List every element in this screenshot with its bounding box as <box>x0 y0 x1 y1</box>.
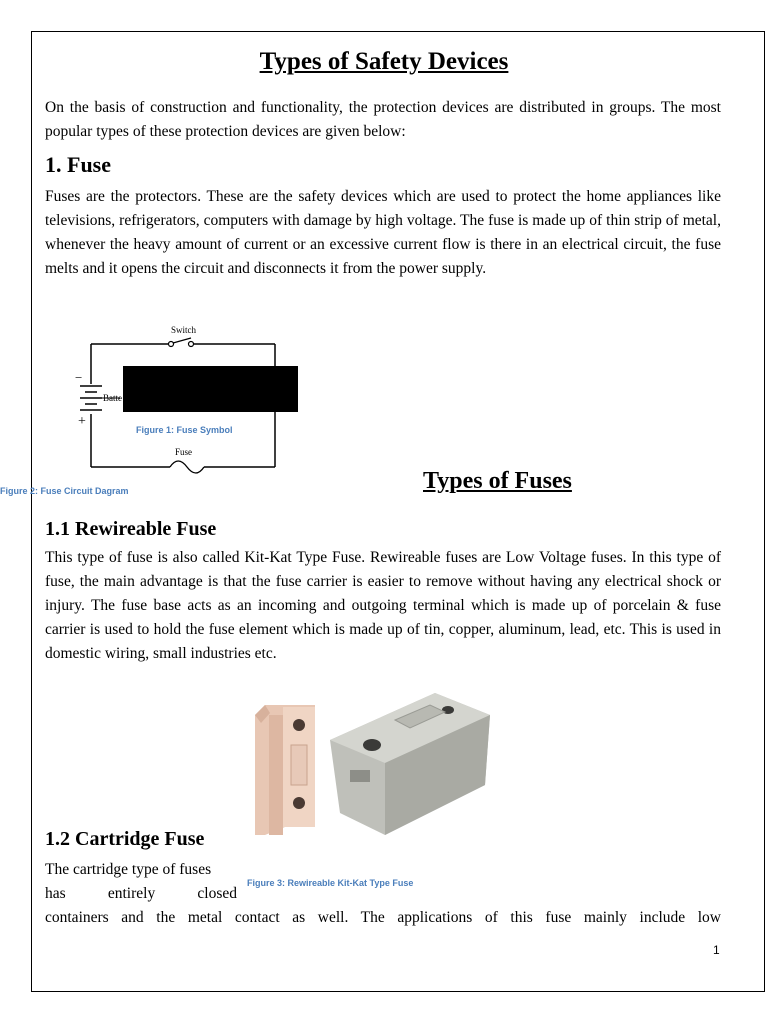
cartridge-body-line-3: containers and the metal contact as well. The applications of this fuse mainly include low <box>45 909 721 926</box>
types-of-fuses-heading: Types of Fuses <box>423 468 572 494</box>
rewireable-fuse-photo <box>245 685 495 840</box>
battery-label: Batte <box>103 393 122 403</box>
fuse-circuit-diagram <box>60 322 320 482</box>
section-fuse-heading: 1. Fuse <box>45 152 111 177</box>
page-number: 1 <box>713 943 720 957</box>
figure-2-caption: Figure 2: Fuse Circuit Dagram <box>0 486 129 496</box>
section-rewireable-heading: 1.1 Rewireable Fuse <box>45 518 217 540</box>
intro-paragraph: On the basis of construction and functionality, the protection devices are distributed in groups. The most popular types of these protection devices are given below: <box>45 99 721 140</box>
section-fuse-body: Fuses are the protectors. These are the safety devices which are used to protect the home appliances like televisions, refrigerators, computers with damage by high voltage. The fuse is made up of thin strip of metal, whenever the heavy amount of current or an excessive current flow is there in an electrical circuit, the fuse melts and it opens the circuit and disconnects it from the power supply. <box>45 188 721 277</box>
plus-sign: + <box>78 414 86 429</box>
page-title: Types of Safety Devices <box>259 48 509 75</box>
cartridge-body-line-1: The cartridge type of fuses <box>45 861 212 878</box>
fuse-symbol-image <box>123 366 298 412</box>
switch-label: Switch <box>171 325 197 335</box>
section-rewireable-body: This type of fuse is also called Kit-Kat Type Fuse. Rewireable fuses are Low Voltage fuses. In this type of fuse, the main advantage is that the fuse carrier is easier to remove without having any electrical shock or injury. The fuse base acts as an incoming and outgoing terminal which is made up of porcelain & fuse carrier is used to hold the fuse element which is made up of tin, copper, aluminum, lead, etc. This is used in domestic wiring, small industries etc. <box>45 549 721 662</box>
figure-3-caption: Figure 3: Rewireable Kit-Kat Type Fuse <box>247 878 414 888</box>
figure-1-caption: Figure 1: Fuse Symbol <box>136 425 233 435</box>
section-cartridge-heading: 1.2 Cartridge Fuse <box>45 828 205 850</box>
cartridge-body-line-2: has entirely closed <box>45 885 237 902</box>
minus-sign: − <box>75 370 83 385</box>
fuse-label: Fuse <box>175 447 193 457</box>
